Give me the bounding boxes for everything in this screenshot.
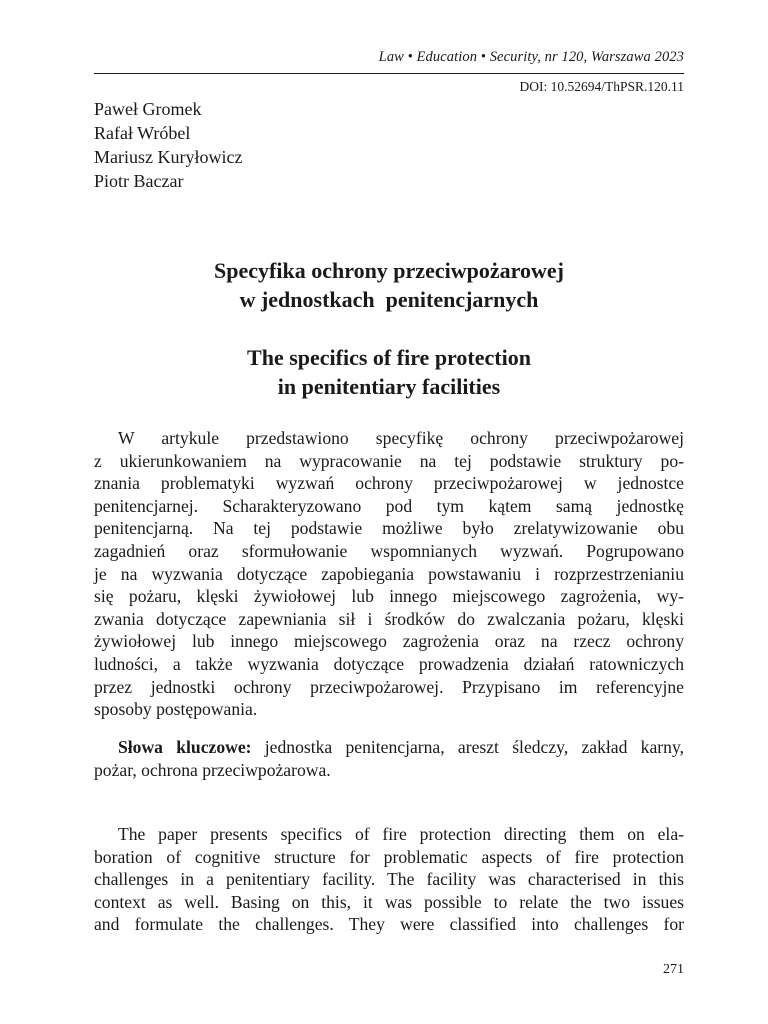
abstract-line: zwania dotyczące zapewniania sił i środków do zwalczania pożaru, klęski — [94, 608, 684, 629]
abstract-line: się pożaru, klęski żywiołowej lub innego miejscowego zagrożenia, wy- — [94, 586, 684, 607]
abstract-line: zagadnień oraz sformułowanie wspomnianych wyzwań. Pogrupowano — [94, 540, 684, 561]
abstract-line: sposoby postępowania. — [94, 699, 258, 720]
keywords — [94, 736, 684, 781]
abstract-line: context as well. Basing on this, it was possible to relate the two issues — [94, 891, 684, 912]
keywords-line — [94, 736, 684, 759]
title-english-line: in penitentiary facilities — [277, 374, 501, 399]
abstract-line: penitencjarną. Na tej podstawie możliwe było zrelatywizowanie obu — [94, 518, 684, 539]
abstract-polish — [94, 427, 684, 721]
author-list — [94, 97, 242, 193]
abstract-line: znania problematyki wyzwań ochrony przeciwpożarowej w jednostce — [94, 473, 684, 494]
title-english-line: The specifics of fire protection — [247, 345, 531, 370]
abstract-english — [94, 823, 684, 936]
abstract-line: ludności, a także wyzwania dotyczące prowadzenia działań ratowniczych — [94, 653, 684, 674]
abstract-line: and formulate the challenges. They were classified into challenges for — [94, 914, 684, 935]
header-rule — [94, 73, 684, 74]
title-polish-line: Specyfika ochrony przeciwpożarowej — [214, 258, 564, 283]
author-name: Paweł Gromek — [94, 99, 202, 119]
running-head: Law • Education • Security, nr 120, Warszawa 2023 — [378, 49, 684, 65]
abstract-line: W artykule przedstawiono specyfikę ochrony przeciwpożarowej — [118, 428, 684, 448]
keywords-label: Słowa kluczowe: — [118, 737, 252, 757]
abstract-line: The paper presents specifics of fire protection directing them on ela- — [118, 824, 684, 844]
abstract-line: penitencjarnej. Scharakteryzowano pod tym kątem samą jednostkę — [94, 495, 684, 516]
title-polish-line: w jednostkach penitencjarnych — [239, 287, 539, 312]
abstract-line: je na wyzwania dotyczące zapobiegania powstawaniu i rozprzestrzenianiu — [94, 563, 684, 584]
author-name: Rafał Wróbel — [94, 123, 191, 143]
author-name: Mariusz Kuryłowicz — [94, 147, 243, 167]
doi: DOI: 10.52694/ThPSR.120.11 — [519, 79, 684, 94]
title-english — [94, 343, 684, 401]
abstract-line: z ukierunkowaniem na wypracowanie na tej podstawie struktury po- — [94, 450, 684, 471]
abstract-line: challenges in a penitentiary facility. The facility was characterised in this — [94, 869, 684, 890]
title-polish — [94, 256, 684, 314]
keywords-line: pożar, ochrona przeciwpożarowa. — [94, 759, 331, 780]
author-name: Piotr Baczar — [94, 171, 184, 191]
page-number: 271 — [663, 962, 684, 977]
keywords-text: jednostka penitencjarna, areszt śledczy, zakład karny, — [251, 737, 684, 757]
abstract-line: przez jednostki ochrony przeciwpożarowej. Przypisano im referencyjne — [94, 676, 684, 697]
abstract-line: żywiołowej lub innego miejscowego zagrożenia oraz na rzecz ochrony — [94, 631, 684, 652]
abstract-line: boration of cognitive structure for problematic aspects of fire protection — [94, 846, 684, 867]
